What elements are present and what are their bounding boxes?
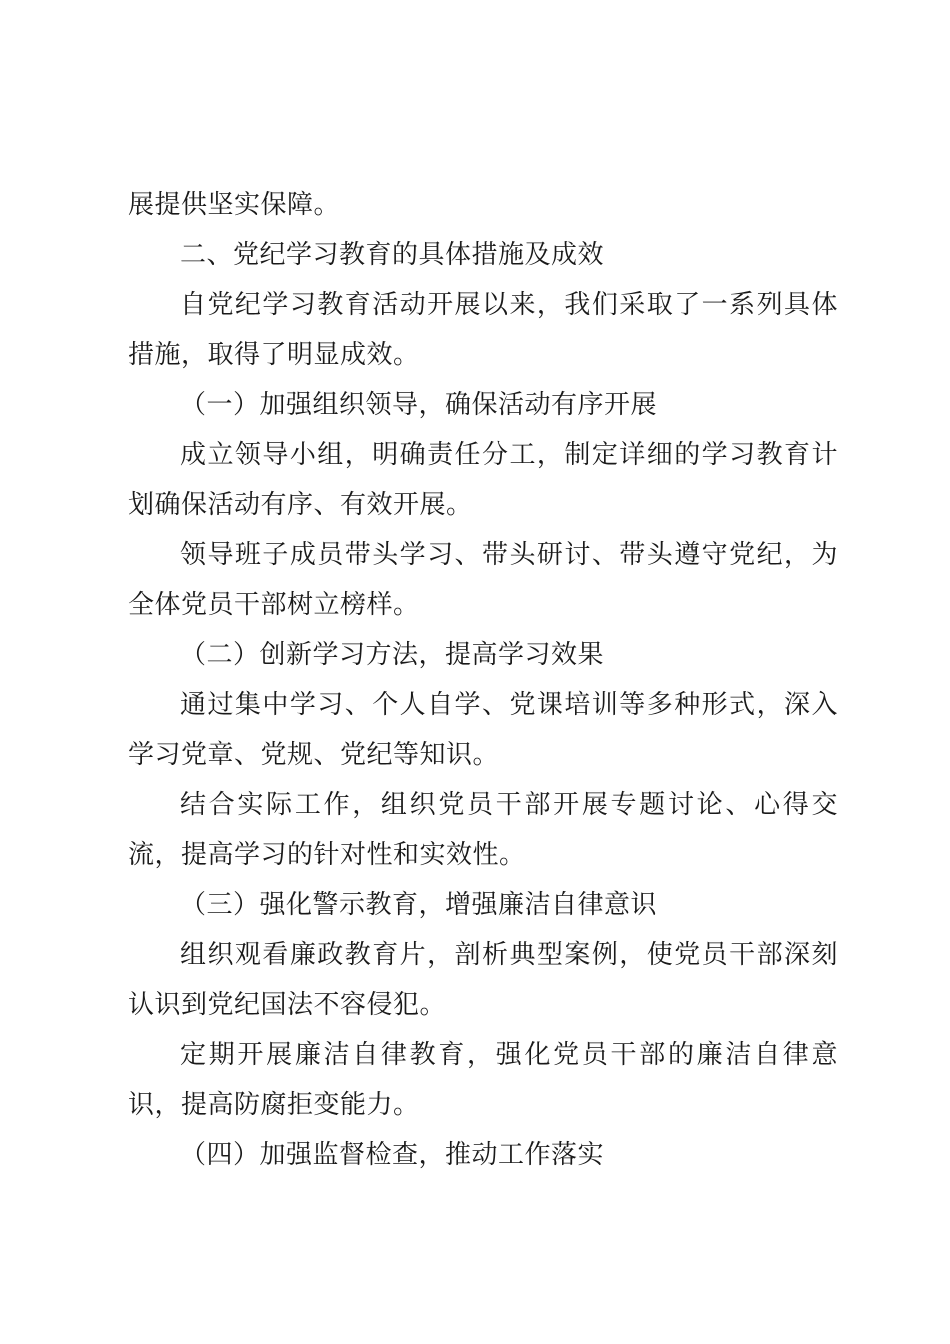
subsection-heading-1: （一）加强组织领导，确保活动有序开展 [180, 390, 658, 420]
subsection-heading-3: （三）强化警示教育，增强廉洁自律意识 [180, 890, 658, 920]
document-body [128, 180, 838, 1180]
subsection-heading-4: （四）加强监督检查，推动工作落实 [180, 1140, 605, 1170]
paragraph-3b: 定期开展廉洁自律教育，强化党员干部的廉洁自律意识，提高防腐拒变能力。 [128, 1040, 838, 1120]
paragraph-3a: 组织观看廉政教育片，剖析典型案例，使党员干部深刻认识到党纪国法不容侵犯。 [128, 940, 838, 1020]
subsection-heading-2: （二）创新学习方法，提高学习效果 [180, 640, 605, 670]
paragraph-continuation: 展提供坚实保障。 [128, 190, 341, 220]
paragraph-intro: 自党纪学习教育活动开展以来，我们采取了一系列具体措施，取得了明显成效。 [128, 290, 838, 370]
section-heading-2: 二、党纪学习教育的具体措施及成效 [180, 240, 605, 270]
paragraph-2b: 结合实际工作，组织党员干部开展专题讨论、心得交流，提高学习的针对性和实效性。 [128, 790, 838, 870]
paragraph-1b: 领导班子成员带头学习、带头研讨、带头遵守党纪，为全体党员干部树立榜样。 [128, 540, 838, 620]
paragraph-2a: 通过集中学习、个人自学、党课培训等多种形式，深入学习党章、党规、党纪等知识。 [128, 690, 838, 770]
paragraph-1a: 成立领导小组，明确责任分工，制定详细的学习教育计划确保活动有序、有效开展。 [128, 440, 838, 520]
